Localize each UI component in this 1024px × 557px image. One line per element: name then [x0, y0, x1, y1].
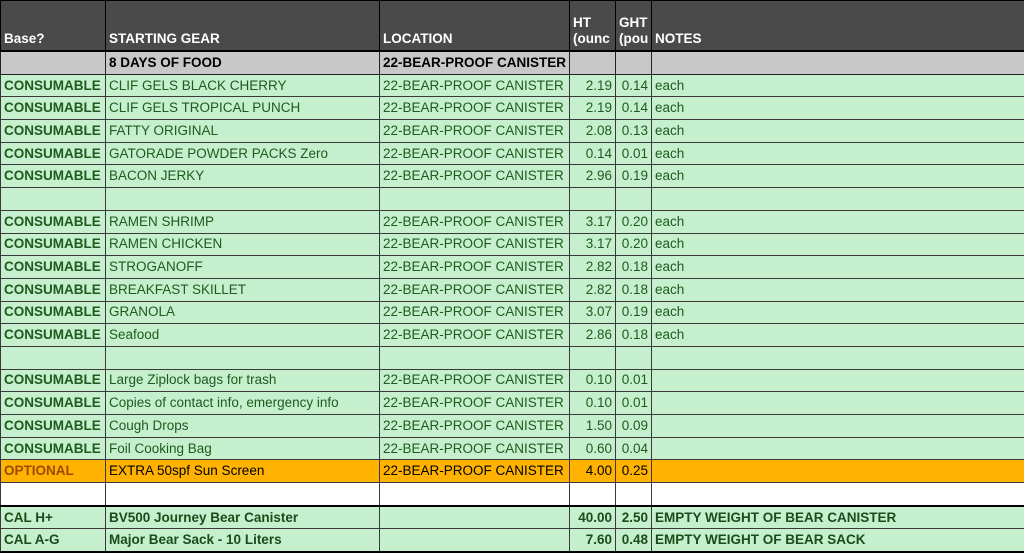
weight-pounds-cell[interactable]	[616, 346, 652, 369]
base-cell[interactable]: CAL A-G	[1, 529, 106, 552]
gear-cell[interactable]: Seafood	[106, 324, 380, 347]
gear-cell[interactable]: Cough Drops	[106, 415, 380, 438]
notes-cell[interactable]: each	[652, 256, 1024, 279]
gear-cell[interactable]: GATORADE POWDER PACKS Zero	[106, 142, 380, 165]
gear-cell[interactable]: BACON JERKY	[106, 165, 380, 188]
table-row	[1, 74, 1024, 97]
base-cell[interactable]: CONSUMABLE	[1, 210, 106, 233]
weight-pounds-cell[interactable]: 0.19	[616, 301, 652, 324]
weight-ounces-cell[interactable]: 2.96	[570, 165, 616, 188]
header-row	[1, 1, 1024, 52]
location-cell[interactable]	[380, 188, 570, 211]
base-cell[interactable]: CONSUMABLE	[1, 369, 106, 392]
notes-cell[interactable]: each	[652, 120, 1024, 143]
location-cell[interactable]: 22-BEAR-PROOF CANISTER	[380, 301, 570, 324]
weight-ounces-cell[interactable]: 3.07	[570, 301, 616, 324]
notes-cell[interactable]: each	[652, 301, 1024, 324]
table-row	[1, 142, 1024, 165]
section-base-cell[interactable]	[1, 51, 106, 74]
gear-cell[interactable]: STROGANOFF	[106, 256, 380, 279]
weight-ounces-cell[interactable]: 2.82	[570, 256, 616, 279]
weight-ounces-cell[interactable]: 3.17	[570, 233, 616, 256]
notes-cell[interactable]: each	[652, 324, 1024, 347]
weight-pounds-cell[interactable]: 0.13	[616, 120, 652, 143]
weight-pounds-cell[interactable]: 0.18	[616, 324, 652, 347]
notes-cell[interactable]	[652, 346, 1024, 369]
gear-cell[interactable]: Major Bear Sack - 10 Liters	[106, 529, 380, 552]
table-row	[1, 188, 1024, 211]
weight-ounces-cell[interactable]: 2.08	[570, 120, 616, 143]
weight-pounds-cell[interactable]: 0.01	[616, 142, 652, 165]
table-row	[1, 278, 1024, 301]
weight-ounces-cell[interactable]: 7.60	[570, 529, 616, 552]
base-cell[interactable]: CONSUMABLE	[1, 392, 106, 415]
gear-cell[interactable]: CLIF GELS TROPICAL PUNCH	[106, 97, 380, 120]
table-row	[1, 506, 1024, 529]
table-row	[1, 165, 1024, 188]
table-row	[1, 97, 1024, 120]
base-cell[interactable]: CONSUMABLE	[1, 301, 106, 324]
location-cell[interactable]: 22-BEAR-PROOF CANISTER	[380, 74, 570, 97]
notes-cell[interactable]: each	[652, 142, 1024, 165]
notes-cell[interactable]: each	[652, 97, 1024, 120]
table-row	[1, 415, 1024, 438]
location-cell[interactable]: 22-BEAR-PROOF CANISTER	[380, 437, 570, 460]
base-cell[interactable]: CONSUMABLE	[1, 324, 106, 347]
location-cell[interactable]: 22-BEAR-PROOF CANISTER	[380, 415, 570, 438]
weight-pounds-cell[interactable]: 0.48	[616, 529, 652, 552]
gear-cell[interactable]	[106, 346, 380, 369]
weight-ounces-cell[interactable]: 2.19	[570, 74, 616, 97]
location-cell[interactable]	[380, 529, 570, 552]
notes-cell[interactable]	[652, 483, 1024, 506]
location-cell[interactable]: 22-BEAR-PROOF CANISTER	[380, 97, 570, 120]
location-cell[interactable]: 22-BEAR-PROOF CANISTER	[380, 120, 570, 143]
weight-pounds-cell[interactable]: 0.04	[616, 437, 652, 460]
notes-cell[interactable]	[652, 369, 1024, 392]
base-cell[interactable]	[1, 188, 106, 211]
weight-pounds-cell[interactable]: 0.01	[616, 369, 652, 392]
gear-cell[interactable]	[106, 483, 380, 506]
weight-pounds-cell[interactable]: 0.09	[616, 415, 652, 438]
table-row	[1, 346, 1024, 369]
weight-pounds-cell[interactable]: 0.14	[616, 74, 652, 97]
section-gear-cell[interactable]: 8 DAYS OF FOOD	[106, 51, 380, 74]
location-cell[interactable]	[380, 346, 570, 369]
weight-pounds-cell[interactable]: 0.20	[616, 233, 652, 256]
weight-ounces-cell[interactable]	[570, 346, 616, 369]
weight-pounds-cell[interactable]: 0.01	[616, 392, 652, 415]
base-cell[interactable]: CONSUMABLE	[1, 74, 106, 97]
table-row	[1, 369, 1024, 392]
base-cell[interactable]: CONSUMABLE	[1, 165, 106, 188]
table-row	[1, 324, 1024, 347]
location-cell[interactable]: 22-BEAR-PROOF CANISTER	[380, 142, 570, 165]
gear-cell[interactable]: EXTRA 50spf Sun Screen	[106, 460, 380, 483]
weight-ounces-cell[interactable]	[570, 188, 616, 211]
gear-cell[interactable]: BV500 Journey Bear Canister	[106, 506, 380, 529]
table-row	[1, 437, 1024, 460]
gear-cell[interactable]	[106, 188, 380, 211]
weight-pounds-cell[interactable]	[616, 188, 652, 211]
location-cell[interactable]: 22-BEAR-PROOF CANISTER	[380, 233, 570, 256]
location-cell[interactable]: 22-BEAR-PROOF CANISTER	[380, 278, 570, 301]
header-weight-ounces[interactable]: HT (ounc	[570, 1, 616, 52]
notes-cell[interactable]: each	[652, 74, 1024, 97]
notes-cell[interactable]: EMPTY WEIGHT OF BEAR SACK	[652, 529, 1024, 552]
weight-ounces-cell[interactable]: 1.50	[570, 415, 616, 438]
table-row	[1, 460, 1024, 483]
notes-cell[interactable]: each	[652, 278, 1024, 301]
location-cell[interactable]: 22-BEAR-PROOF CANISTER	[380, 460, 570, 483]
weight-ounces-cell[interactable]: 0.10	[570, 392, 616, 415]
section-row	[1, 51, 1024, 74]
weight-ounces-cell[interactable]: 40.00	[570, 506, 616, 529]
gear-cell[interactable]: GRANOLA	[106, 301, 380, 324]
weight-ounces-cell[interactable]: 3.17	[570, 210, 616, 233]
table-row	[1, 529, 1024, 552]
weight-pounds-cell[interactable]: 0.19	[616, 165, 652, 188]
notes-cell[interactable]	[652, 415, 1024, 438]
notes-cell[interactable]	[652, 392, 1024, 415]
gear-cell[interactable]: RAMEN CHICKEN	[106, 233, 380, 256]
section-oz-cell[interactable]	[570, 51, 616, 74]
section-location-cell[interactable]: 22-BEAR-PROOF CANISTER	[380, 51, 570, 74]
weight-ounces-cell[interactable]: 2.82	[570, 278, 616, 301]
header-location[interactable]: LOCATION	[380, 1, 570, 52]
notes-cell[interactable]: each	[652, 233, 1024, 256]
notes-cell[interactable]	[652, 437, 1024, 460]
notes-cell[interactable]: EMPTY WEIGHT OF BEAR CANISTER	[652, 506, 1024, 529]
base-cell[interactable]: CONSUMABLE	[1, 256, 106, 279]
weight-pounds-cell[interactable]: 2.50	[616, 506, 652, 529]
table-row	[1, 483, 1024, 506]
gear-cell[interactable]: RAMEN SHRIMP	[106, 210, 380, 233]
base-cell[interactable]: CONSUMABLE	[1, 278, 106, 301]
notes-cell[interactable]	[652, 460, 1024, 483]
header-base[interactable]: Base?	[1, 1, 106, 52]
location-cell[interactable]	[380, 483, 570, 506]
header-notes[interactable]: NOTES	[652, 1, 1024, 52]
weight-ounces-cell[interactable]: 0.14	[570, 142, 616, 165]
base-cell[interactable]	[1, 346, 106, 369]
notes-cell[interactable]: each	[652, 210, 1024, 233]
table-row	[1, 256, 1024, 279]
weight-ounces-cell[interactable]: 2.19	[570, 97, 616, 120]
gear-cell[interactable]: FATTY ORIGINAL	[106, 120, 380, 143]
table-row	[1, 392, 1024, 415]
table-row	[1, 233, 1024, 256]
gear-cell[interactable]: Foil Cooking Bag	[106, 437, 380, 460]
weight-pounds-cell[interactable]	[616, 483, 652, 506]
base-cell[interactable]: OPTIONAL	[1, 460, 106, 483]
base-cell[interactable]	[1, 483, 106, 506]
weight-pounds-cell[interactable]: 0.14	[616, 97, 652, 120]
base-cell[interactable]: CAL H+	[1, 506, 106, 529]
weight-pounds-cell[interactable]: 0.18	[616, 278, 652, 301]
table-row	[1, 210, 1024, 233]
base-cell[interactable]: CONSUMABLE	[1, 120, 106, 143]
section-notes-cell[interactable]	[652, 51, 1024, 74]
notes-cell[interactable]	[652, 188, 1024, 211]
weight-pounds-cell[interactable]: 0.18	[616, 256, 652, 279]
weight-ounces-cell[interactable]: 2.86	[570, 324, 616, 347]
header-weight-pounds[interactable]: GHT (pou	[616, 1, 652, 52]
location-cell[interactable]: 22-BEAR-PROOF CANISTER	[380, 210, 570, 233]
gear-cell[interactable]: BREAKFAST SKILLET	[106, 278, 380, 301]
weight-pounds-cell[interactable]: 0.20	[616, 210, 652, 233]
section-lb-cell[interactable]	[616, 51, 652, 74]
location-cell[interactable]: 22-BEAR-PROOF CANISTER	[380, 392, 570, 415]
weight-ounces-cell[interactable]: 4.00	[570, 460, 616, 483]
gear-cell[interactable]: Large Ziplock bags for trash	[106, 369, 380, 392]
location-cell[interactable]: 22-BEAR-PROOF CANISTER	[380, 165, 570, 188]
weight-ounces-cell[interactable]: 0.10	[570, 369, 616, 392]
table-row	[1, 120, 1024, 143]
header-starting-gear[interactable]: STARTING GEAR	[106, 1, 380, 52]
notes-cell[interactable]: each	[652, 165, 1024, 188]
location-cell[interactable]: 22-BEAR-PROOF CANISTER	[380, 256, 570, 279]
weight-ounces-cell[interactable]	[570, 483, 616, 506]
weight-ounces-cell[interactable]: 0.60	[570, 437, 616, 460]
base-cell[interactable]: CONSUMABLE	[1, 233, 106, 256]
location-cell[interactable]	[380, 506, 570, 529]
base-cell[interactable]: CONSUMABLE	[1, 142, 106, 165]
base-cell[interactable]: CONSUMABLE	[1, 415, 106, 438]
gear-cell[interactable]: Copies of contact info, emergency info	[106, 392, 380, 415]
base-cell[interactable]: CONSUMABLE	[1, 97, 106, 120]
weight-pounds-cell[interactable]: 0.25	[616, 460, 652, 483]
table-row	[1, 301, 1024, 324]
location-cell[interactable]: 22-BEAR-PROOF CANISTER	[380, 369, 570, 392]
location-cell[interactable]: 22-BEAR-PROOF CANISTER	[380, 324, 570, 347]
gear-cell[interactable]: CLIF GELS BLACK CHERRY	[106, 74, 380, 97]
base-cell[interactable]: CONSUMABLE	[1, 437, 106, 460]
